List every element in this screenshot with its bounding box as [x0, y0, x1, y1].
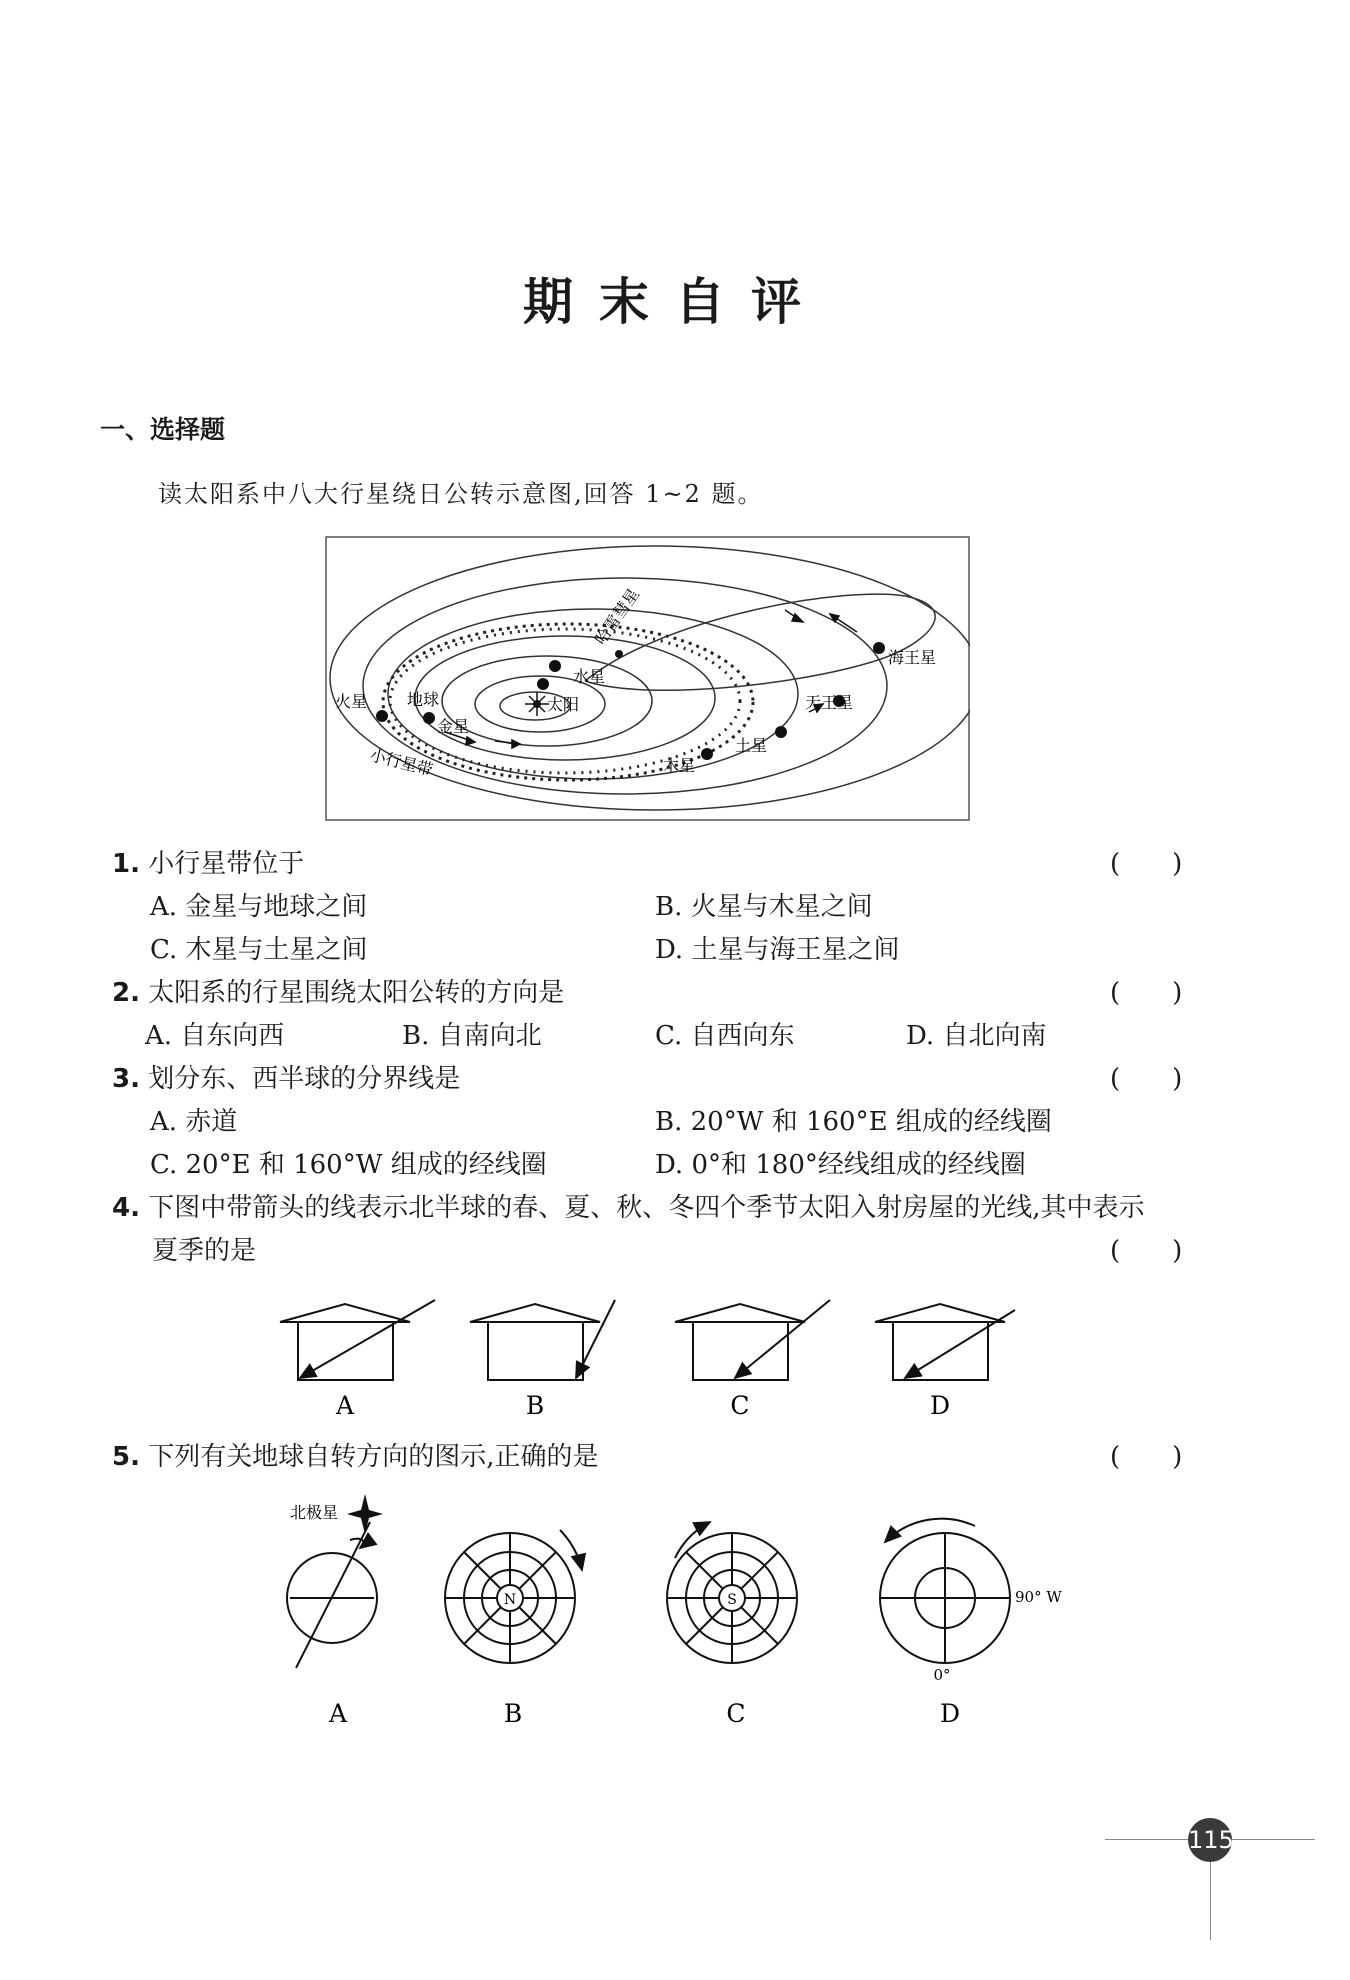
mercury-label: 水星	[573, 667, 606, 686]
option-a[interactable]: A. 金星与地球之间	[150, 892, 368, 922]
globe-a	[287, 1522, 377, 1668]
longitude-0-label: 0°	[933, 1666, 951, 1684]
answer-blank[interactable]: ( )	[1110, 1064, 1183, 1094]
house-a	[280, 1300, 435, 1380]
option-b[interactable]: B. 20°W 和 160°E 组成的经线圈	[655, 1107, 1052, 1137]
answer-blank[interactable]: ( )	[1110, 1236, 1183, 1266]
question-number: 1.	[112, 849, 140, 879]
option-d[interactable]: D. 0°和 180°经线组成的经线圈	[655, 1150, 1026, 1180]
house-b	[470, 1300, 615, 1380]
sun-label: 太阳	[547, 695, 580, 714]
question-text: 划分东、西半球的分界线是	[148, 1064, 461, 1094]
figure-label-a: A	[335, 1391, 355, 1420]
figure-label-d: D	[929, 1391, 951, 1420]
question-3	[112, 1058, 460, 1095]
option-a[interactable]: A. 自东向西	[145, 1021, 285, 1051]
south-pole-label: S	[727, 1592, 737, 1608]
question-4-continued: 夏季的是	[152, 1236, 257, 1266]
figure-label-a: A	[328, 1699, 348, 1728]
section-heading: 一、选择题	[100, 415, 226, 444]
figure-label-b: B	[525, 1391, 545, 1420]
question-2	[112, 972, 564, 1009]
venus-label: 金星	[437, 717, 470, 736]
north-pole-label: N	[503, 1592, 517, 1608]
question-1	[112, 843, 304, 880]
option-d[interactable]: D. 土星与海王星之间	[655, 935, 900, 965]
intro-text: 读太阳系中八大行星绕日公转示意图,回答 1~2 题。	[158, 480, 764, 508]
question-number: 5.	[112, 1442, 140, 1472]
option-d[interactable]: D. 自北向南	[906, 1021, 1047, 1051]
solar-system-figure	[325, 536, 970, 821]
question-5	[112, 1436, 599, 1473]
option-c[interactable]: C. 木星与土星之间	[150, 935, 368, 965]
question-4	[112, 1187, 1202, 1224]
house-sunlight-figure	[270, 1280, 1030, 1420]
answer-blank[interactable]: ( )	[1110, 849, 1183, 879]
house-d	[875, 1304, 1015, 1380]
uranus-label: 天王星	[805, 693, 854, 712]
figure-label-b: B	[503, 1699, 523, 1728]
question-text: 太阳系的行星围绕太阳公转的方向是	[148, 978, 565, 1008]
question-number: 2.	[112, 978, 140, 1008]
mars-label: 火星	[335, 692, 368, 711]
option-b[interactable]: B. 自南向北	[402, 1021, 542, 1051]
question-text: 下列有关地球自转方向的图示,正确的是	[148, 1442, 599, 1472]
house-c	[675, 1300, 830, 1380]
longitude-90w-label: 90° W	[1015, 1588, 1062, 1606]
neptune-label: 海王星	[888, 648, 937, 667]
option-a[interactable]: A. 赤道	[150, 1107, 238, 1137]
earth-rotation-figure	[270, 1490, 1090, 1730]
globe-d	[880, 1519, 1010, 1663]
option-c[interactable]: C. 自西向东	[655, 1021, 795, 1051]
figure-label-c: C	[726, 1699, 746, 1728]
saturn-label: 土星	[735, 736, 768, 755]
question-text: 下图中带箭头的线表示北半球的春、夏、秋、冬四个季节太阳入射房屋的光线,其中表示	[148, 1193, 1145, 1223]
star-icon	[347, 1494, 383, 1534]
figure-label-c: C	[730, 1391, 750, 1420]
earth-label: 地球	[407, 690, 440, 709]
page-title: 期末自评	[523, 273, 827, 331]
question-number: 4.	[112, 1193, 140, 1223]
figure-label-d: D	[939, 1699, 961, 1728]
jupiter-label: 木星	[663, 756, 696, 775]
answer-blank[interactable]: ( )	[1110, 1442, 1183, 1472]
answer-blank[interactable]: ( )	[1110, 978, 1183, 1008]
comet-label: 哈雷彗星	[590, 584, 643, 649]
option-c[interactable]: C. 20°E 和 160°W 组成的经线圈	[150, 1150, 547, 1180]
polaris-label: 北极星	[290, 1503, 339, 1522]
page-number: 115	[1188, 1818, 1232, 1862]
question-text: 小行星带位于	[148, 849, 305, 879]
asteroid-belt-label: 小行星带	[368, 745, 435, 780]
question-number: 3.	[112, 1064, 140, 1094]
option-b[interactable]: B. 火星与木星之间	[655, 892, 873, 922]
